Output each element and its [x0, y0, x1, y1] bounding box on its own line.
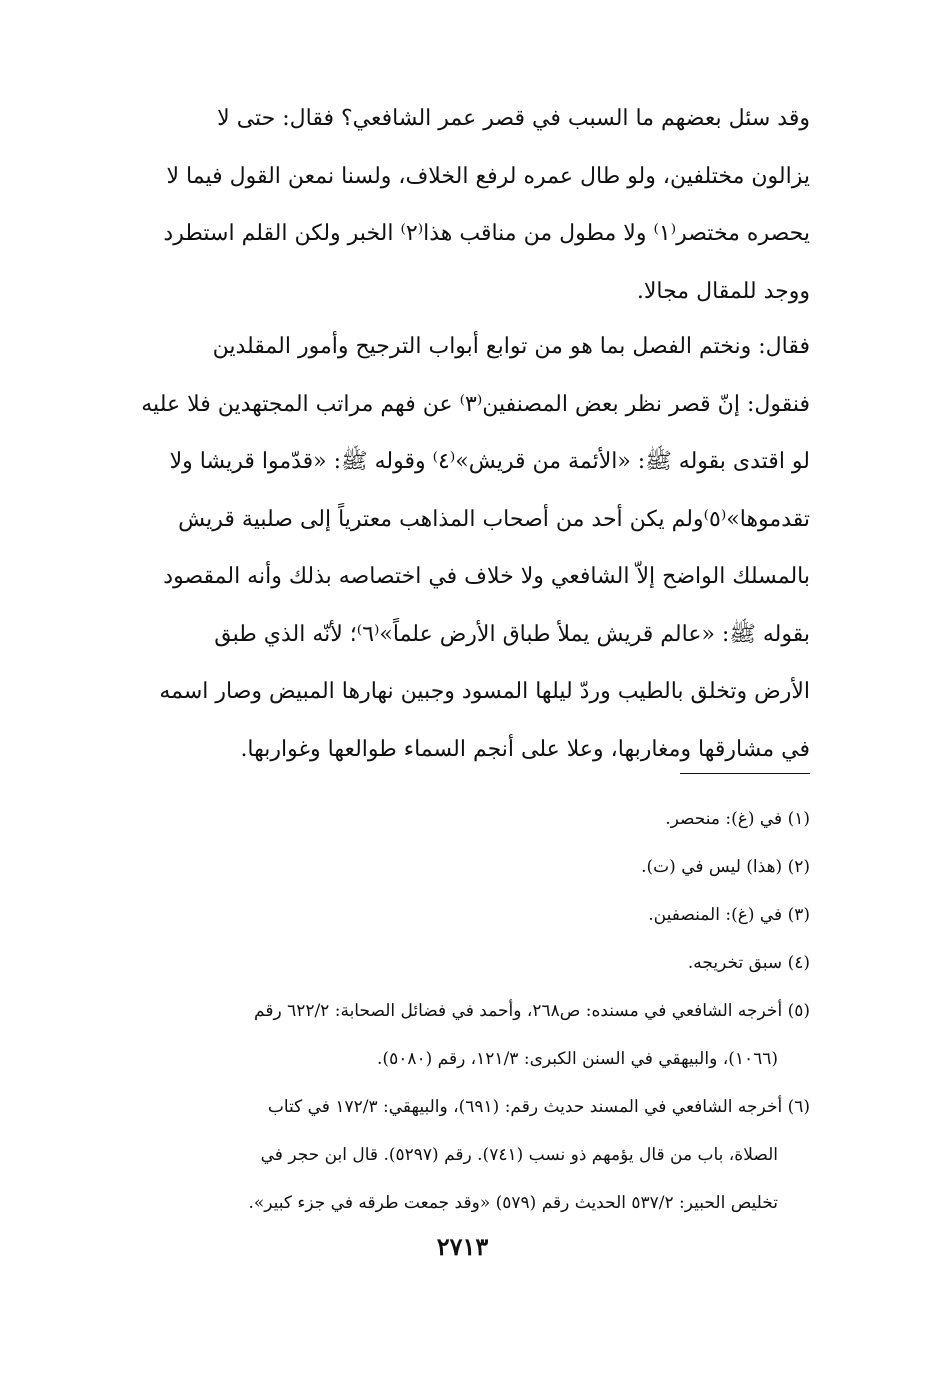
- footnote-line: (١) في (غ): منحصر.: [665, 809, 810, 829]
- text-line: الأرض وتخلق بالطيب وردّ ليلها المسود وجبين نهارها المبيض وصار اسمه: [159, 679, 810, 704]
- footnote-line: (٥) أخرجه الشافعي في مسنده: ص٢٦٨، وأحمد في فضائل الصحابة: ٦٢٢/٢ رقم: [254, 1001, 810, 1021]
- text-line: بالمسلك الواضح إلاّ الشافعي ولا خلاف في اختصاصه بذلك وأنه المقصود: [163, 564, 810, 589]
- text-line: يحصره مختصر⁽١⁾ ولا مطول من مناقب هذا⁽٢⁾ الخبر ولكن القلم استطرد: [163, 221, 810, 246]
- body-paragraph-1: [128, 90, 810, 320]
- footnote-divider: [680, 773, 810, 774]
- footnote-line: (٢) (هذا) ليس في (ت).: [641, 857, 810, 877]
- text-line: تقدموها»⁽٥⁾ولم يكن أحد من أصحاب المذاهب معترياً إلى صلبية قريش: [178, 506, 810, 532]
- text-line: فقال: ونختم الفصل بما هو من توابع أبواب الترجيح وأمور المقلدين: [212, 334, 810, 359]
- footnote-line: (١٠٦٦)، والبيهقي في السنن الكبرى: ١٢١/٣، رقم (٥٠٨٠).: [377, 1049, 778, 1069]
- text-line: لو اقتدى بقوله ﷺ: «الأئمة من قريش»⁽٤⁾ وقوله ﷺ: «قدّموا قريشا ولا: [169, 449, 810, 474]
- text-line: وقد سئل بعضهم ما السبب في قصر عمر الشافعي؟ فقال: حتى لا: [217, 106, 810, 131]
- footnote-3: [128, 891, 810, 939]
- footnote-4: [128, 939, 810, 987]
- footnote-2: [128, 843, 810, 891]
- footnote-line: الصلاة، باب من قال يؤمهم ذو نسب (٧٤١). رقم (٥٢٩٧). قال ابن حجر في: [260, 1145, 778, 1165]
- text-line: يزالون مختلفين، ولو طال عمره لرفع الخلاف، ولسنا نمعن القول فيما لا: [166, 163, 810, 189]
- text-line: ووجد للمقال مجالا.: [636, 278, 810, 304]
- footnote-line: (٦) أخرجه الشافعي في المسند حديث رقم: (٦٩١)، والبيهقي: ١٧٢/٣ في كتاب: [267, 1097, 810, 1117]
- page-number: ٢٧١٣: [436, 1232, 489, 1261]
- text-line: بقوله ﷺ: «عالم قريش يملأ طباق الأرض علماً»⁽٦⁾؛ لأنّه الذي طبق: [214, 621, 810, 647]
- footnote-6: [128, 1083, 810, 1227]
- body-paragraph-2: [128, 318, 810, 778]
- footnote-1: [128, 795, 810, 843]
- footnote-5: [128, 987, 810, 1083]
- footnotes-section: [128, 795, 810, 1227]
- text-line: فنقول: إنّ قصر نظر بعض المصنفين⁽٣⁾ عن فهم مراتب المجتهدين فلا عليه: [141, 391, 810, 417]
- text-line: في مشارقها ومغاربها، وعلا على أنجم السماء طوالعها وغواربها.: [240, 736, 810, 762]
- footnote-line: (٣) في (غ): المنصفين.: [648, 905, 810, 925]
- footnote-line: تخليص الحبير: ٥٣٧/٢ الحديث رقم (٥٧٩) «وقد جمعت طرقه في جزء كبير».: [248, 1193, 778, 1213]
- footnote-line: (٤) سبق تخريجه.: [687, 953, 810, 973]
